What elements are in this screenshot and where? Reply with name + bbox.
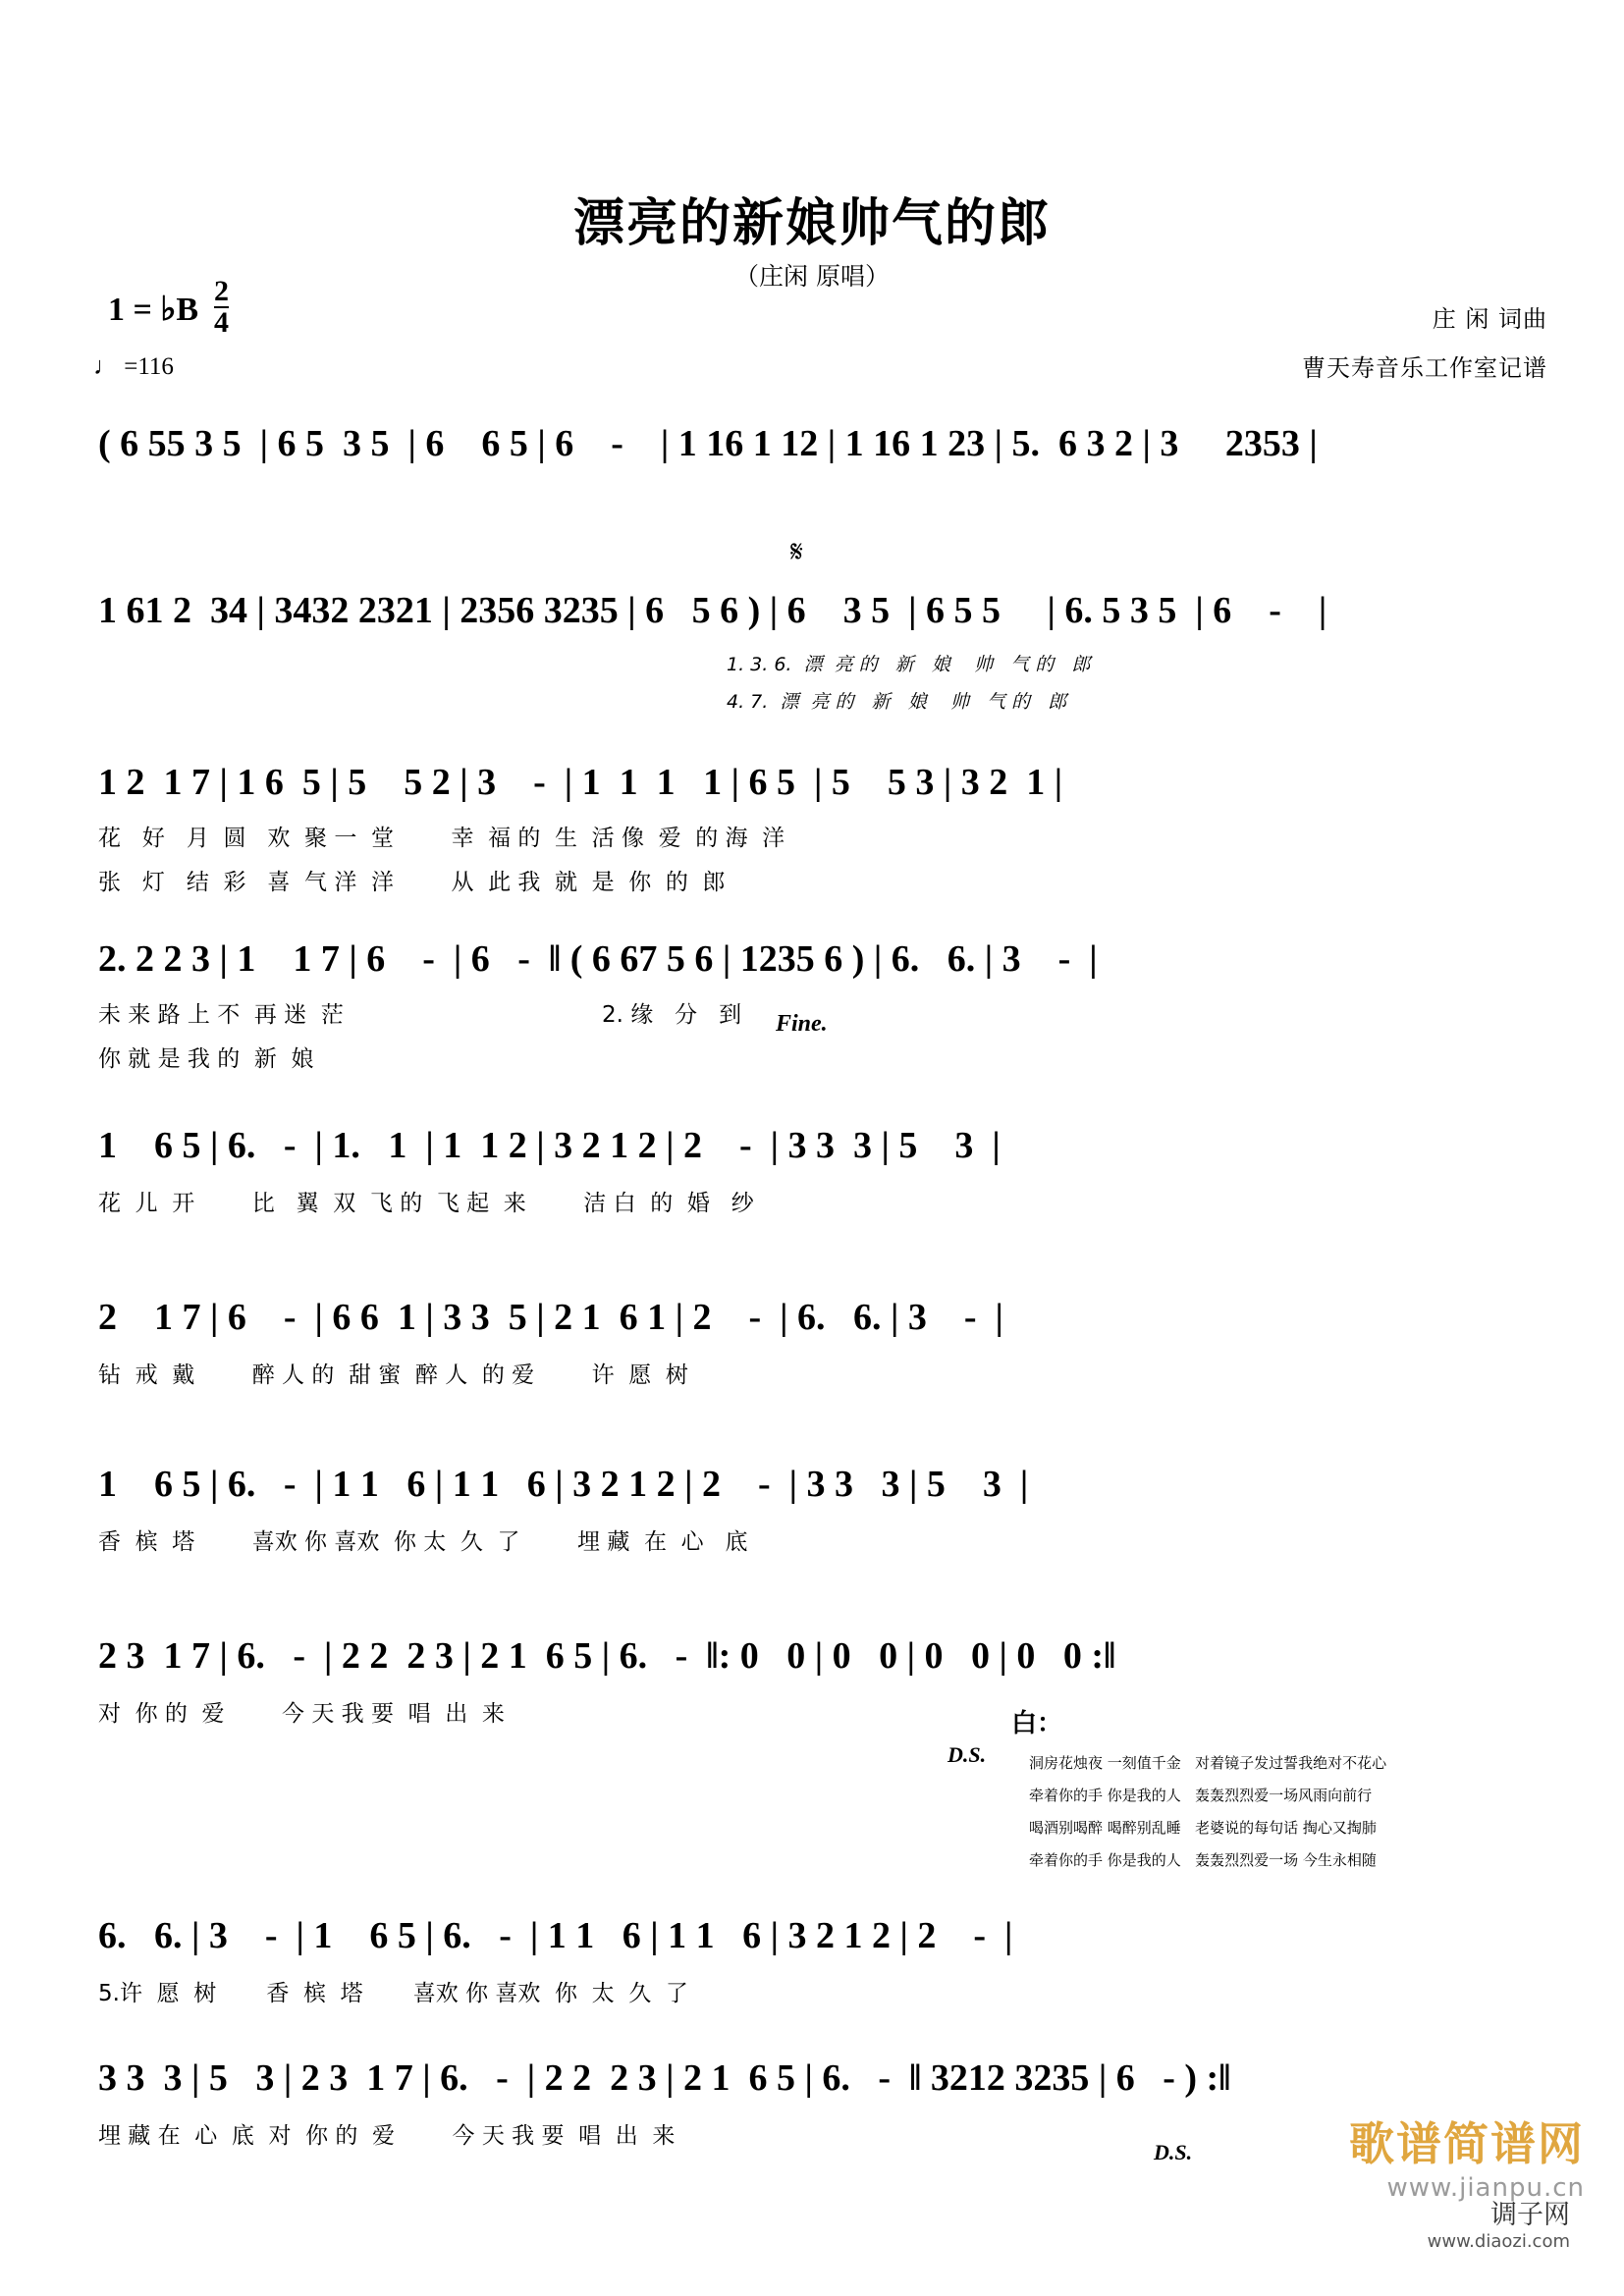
spoken-line-1: 洞房花烛夜 一刻值千金 对着镜子发过誓我绝对不花心: [1029, 1754, 1387, 1772]
system-5-lyrics: 花 儿 开 比 翼 双 飞 的 飞 起 来 洁 白 的 婚 纱: [98, 1191, 754, 1216]
system-8-lyrics: 对 你 的 爱 今 天 我 要 唱 出 来: [98, 1701, 505, 1727]
watermark-site-name: 歌谱简谱网: [1349, 2117, 1585, 2170]
system-9-notes: 6. 6. | 3 - | 1 6 5 | 6. - | 1 1 6 | 1 1 6 | 3 2 1 2 | 2 - |: [98, 1915, 1013, 1956]
tempo-marking: ♩ =116: [93, 353, 174, 380]
system-2-lyrics-verse-b: 4. 7. 漂 亮 的 新 娘 帅 气 的 郎: [727, 691, 1067, 713]
time-signature-numerator: 2: [214, 275, 229, 307]
credit-transcriber: 曹天寿音乐工作室记谱: [1302, 354, 1547, 382]
ds-marking-1: D.S.: [947, 1742, 987, 1767]
footer: [1428, 2193, 1570, 2252]
system-4-lyrics-verse-b: 你 就 是 我 的 新 娘: [98, 1046, 314, 1072]
system-2-lyrics-verse-a: 1. 3. 6. 漂 亮 的 新 娘 帅 气 的 郎: [727, 654, 1091, 675]
time-signature: [214, 277, 229, 338]
system-2-notes: 1 61 2 34 | 3432 2321 | 2356 3235 | 6 5 6 ) | 6 3 5 | 6 5 5 | 6. 5 3 5 | 6 - |: [98, 590, 1327, 631]
footer-site-url: www.diaozi.com: [1427, 2231, 1570, 2252]
original-singer: （庄闲 原唱）: [734, 262, 890, 291]
watermark-site-url: www.jianpu.cn: [1386, 2173, 1585, 2203]
fine-marking: Fine.: [776, 1011, 828, 1037]
footer-site-name: 调子网: [1490, 2200, 1570, 2230]
system-4-lyrics-verse-a: 未 来 路 上 不 再 迷 茫 2. 缘 分 到: [98, 1002, 742, 1028]
segno-sign: 𝄋: [790, 535, 803, 569]
system-6-lyrics: 钻 戒 戴 醉 人 的 甜 蜜 醉 人 的 爱 许 愿 树: [98, 1362, 688, 1388]
system-10-notes: 3 3 3 | 5 3 | 2 3 1 7 | 6. - | 2 2 2 3 | 2 1 6 5 | 6. - ‖ 3212 3235 | 6 - ) :‖: [98, 2057, 1231, 2099]
credit-lyricist-composer: 庄 闲 词曲: [1432, 305, 1547, 333]
system-9-lyrics: 5.许 愿 树 香 槟 塔 喜欢 你 喜欢 你 太 久 了: [98, 1981, 688, 2006]
system-3-lyrics-verse-a: 花 好 月 圆 欢 聚 一 堂 幸 福 的 生 活 像 爱 的 海 洋: [98, 826, 785, 851]
system-6-notes: 2 1 7 | 6 - | 6 6 1 | 3 3 5 | 2 1 6 1 | 2 - | 6. 6. | 3 - |: [98, 1297, 1003, 1338]
system-7-notes: 1 6 5 | 6. - | 1 1 6 | 1 1 6 | 3 2 1 2 | 2 - | 3 3 3 | 5 3 |: [98, 1464, 1029, 1505]
system-7-lyrics: 香 槟 塔 喜欢 你 喜欢 你 太 久 了 埋 藏 在 心 底: [98, 1529, 748, 1555]
spoken-label: 白：: [1011, 1709, 1063, 1738]
system-3-notes: 1 2 1 7 | 1 6 5 | 5 5 2 | 3 - | 1 1 1 1 | 6 5 | 5 5 3 | 3 2 1 |: [98, 762, 1063, 803]
system-5-notes: 1 6 5 | 6. - | 1. 1 | 1 1 2 | 3 2 1 2 | 2 - | 3 3 3 | 5 3 |: [98, 1125, 1001, 1166]
spoken-line-3: 喝酒别喝醉 喝醉别乱睡 老婆说的每句话 掏心又掏肺: [1029, 1819, 1377, 1837]
watermark: [1349, 2109, 1585, 2203]
spoken-line-4: 牵着你的手 你是我的人 轰轰烈烈爱一场 今生永相随: [1029, 1851, 1377, 1869]
ds-marking-2: D.S.: [1154, 2140, 1193, 2164]
system-3-lyrics-verse-b: 张 灯 结 彩 喜 气 洋 洋 从 此 我 就 是 你 的 郎: [98, 870, 726, 895]
spoken-line-2: 牵着你的手 你是我的人 轰轰烈烈爱一场风雨向前行: [1029, 1787, 1373, 1804]
key-signature-text: 1 = ♭B: [108, 292, 199, 328]
time-signature-denominator: 4: [214, 306, 229, 339]
system-4-notes: 2. 2 2 3 | 1 1 7 | 6 - | 6 - ‖ ( 6 67 5 6 | 1235 6 ) | 6. 6. | 3 - |: [98, 938, 1098, 980]
system-10-lyrics: 埋 藏 在 心 底 对 你 的 爱 今 天 我 要 唱 出 来: [98, 2123, 676, 2149]
page-title: 漂亮的新娘帅气的郎: [572, 194, 1051, 253]
system-8-notes: 2 3 1 7 | 6. - | 2 2 2 3 | 2 1 6 5 | 6. - ‖: 0 0 | 0 0 | 0 0 | 0 0 :‖: [98, 1635, 1116, 1677]
system-1-notes: ( 6 55 3 5 | 6 5 3 5 | 6 6 5 | 6 - | 1 16 1 12 | 1 16 1 23 | 5. 6 3 2 | 3 2353 |: [98, 423, 1318, 464]
key-signature: [108, 290, 198, 329]
